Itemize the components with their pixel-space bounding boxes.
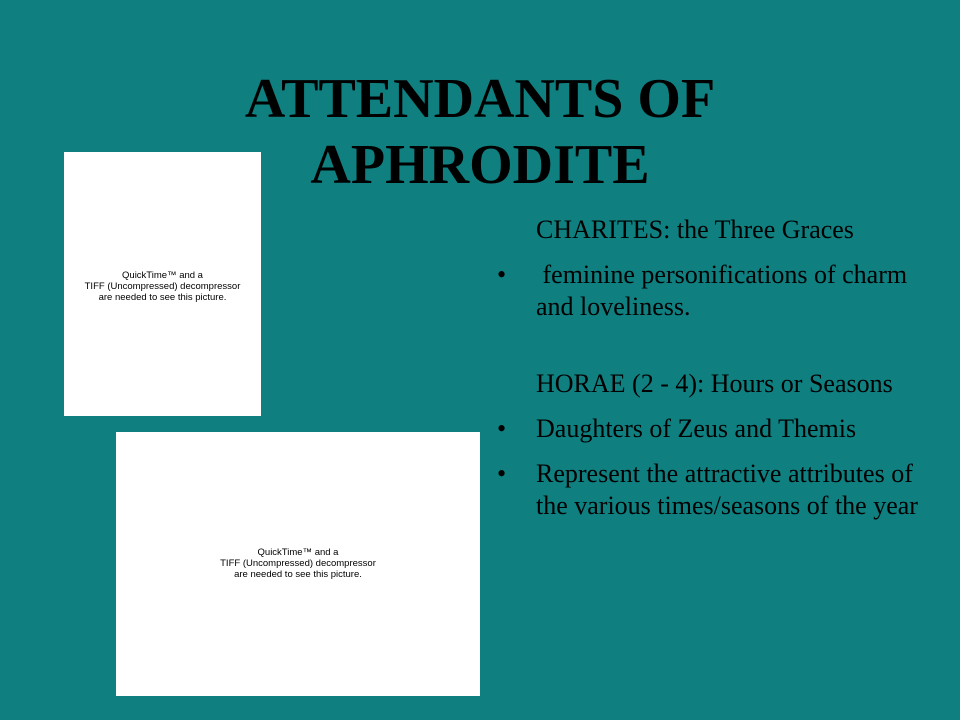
title-line-2: APHRODITE (310, 134, 650, 196)
charites-heading (497, 214, 937, 246)
image-placeholder-1 (64, 152, 261, 416)
charites-heading-text: CHARITES: the Three Graces (536, 215, 854, 244)
horae-heading (497, 368, 937, 400)
placeholder-2-line-1: QuickTime™ and a (257, 547, 339, 558)
placeholder-1-line-2: TIFF (Uncompressed) decompressor (84, 281, 241, 292)
horae-bullet-2-text: Represent the attractive attributes of the various times/seasons of the year (536, 459, 918, 520)
horae-bullet-1 (497, 413, 937, 445)
charites-bullet-text: feminine personifications of charm and loveliness. (536, 260, 908, 321)
placeholder-1-caption (64, 270, 261, 303)
placeholder-2-caption (116, 547, 480, 580)
charites-bullet (497, 259, 937, 323)
placeholder-2-line-2: TIFF (Uncompressed) decompressor (220, 558, 376, 569)
title-line-1: ATTENDANTS OF (244, 68, 716, 130)
horae-bullet-2 (497, 458, 937, 522)
placeholder-2-line-3: are needed to see this picture. (234, 569, 362, 580)
slide-body (497, 214, 937, 522)
bullet-icon: • (497, 459, 507, 488)
placeholder-1-line-3: are needed to see this picture. (98, 292, 227, 303)
image-placeholder-2 (116, 432, 480, 696)
horae-bullet-1-text: Daughters of Zeus and Themis (536, 414, 857, 443)
placeholder-1-line-1: QuickTime™ and a (122, 270, 203, 281)
bullet-icon: • (497, 414, 507, 443)
horae-heading-text: HORAE (2 - 4): Hours or Seasons (536, 369, 893, 398)
bullet-icon: • (497, 260, 507, 289)
